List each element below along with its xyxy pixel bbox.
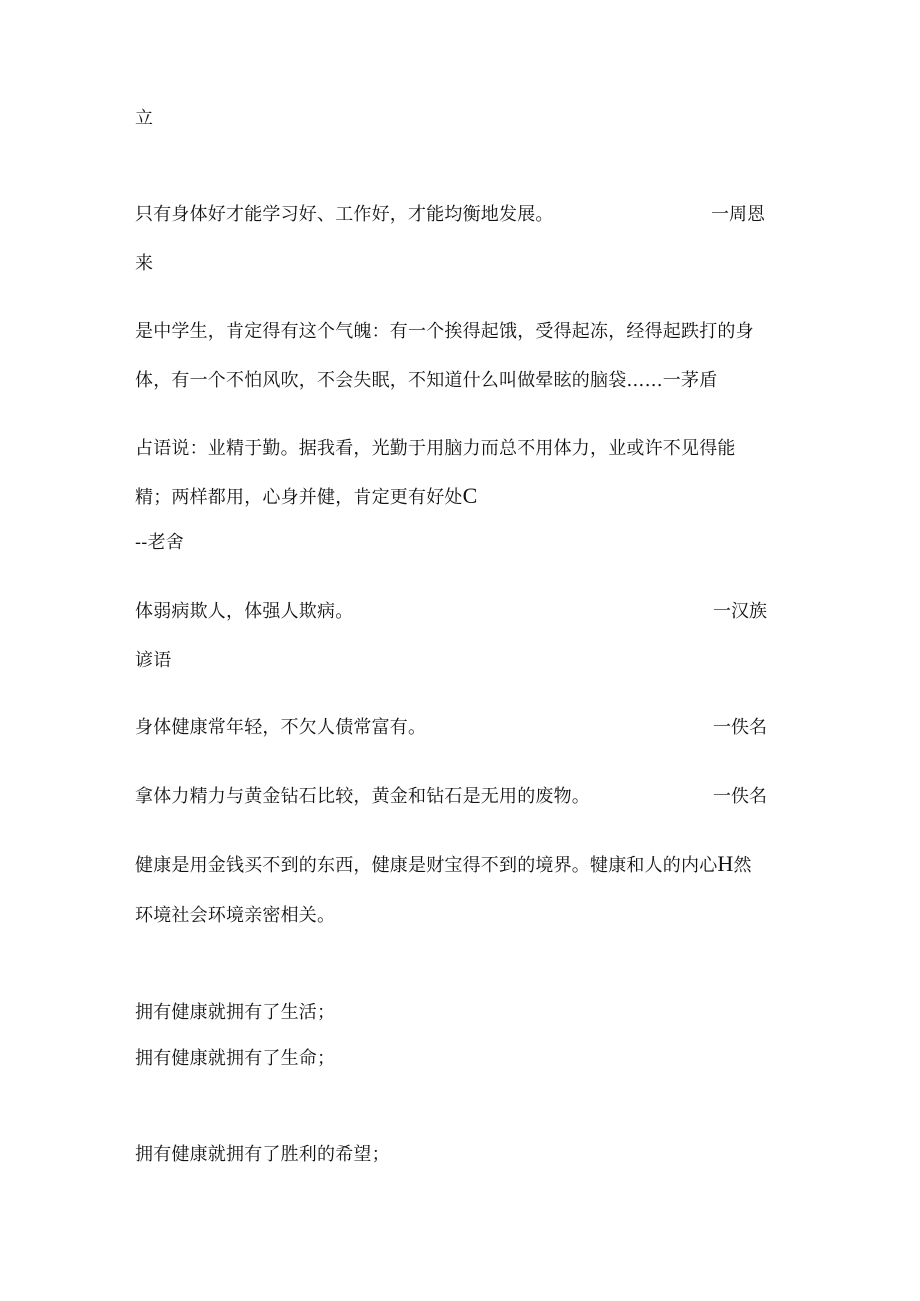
text-span: 然 <box>733 855 752 876</box>
health-paragraph-continued: 环境社会环境亲密相关。 <box>135 905 336 926</box>
list-item: 拥有健康就拥有了胜利的希望； <box>135 1144 390 1165</box>
list-item: 拥有健康就拥有了生命； <box>135 1048 336 1069</box>
quote-lao-she-continued <box>135 484 477 510</box>
text-line: 立 <box>135 108 154 129</box>
proverb: 体弱病欺人，体强人欺病。 <box>135 601 354 622</box>
attribution-continued: 来 <box>135 253 154 274</box>
attribution: 一佚名 <box>713 786 767 807</box>
quote-lao-she: 占语说：业精于勤。据我看，光勤于用脑力而总不用体力，业或许不见得能 <box>135 438 736 459</box>
text-span: H <box>717 851 734 876</box>
health-paragraph <box>135 852 752 878</box>
attribution: 一佚名 <box>713 717 767 738</box>
quote-mao-dun-continued: 体，有一个不怕风吹，不会失眠，不知道什么叫做晕眩的脑袋……一茅盾 <box>135 370 718 391</box>
text-span: 健康是用金钱买不到的东西，健康是财宝得不到的境界。犍康和人的内心 <box>135 855 718 876</box>
quote-anonymous: 拿体力精力与黄金钻石比较，黄金和钻石是无用的废物。 <box>135 786 590 807</box>
quote-anonymous: 身体健康常年轻，不欠人债常富有。 <box>135 717 427 738</box>
attribution: 一周恩 <box>711 204 765 225</box>
quote-mao-dun: 是中学生，肯定得有这个气魄：有一个挨得起饿，受得起冻，经得起跌打的身 <box>135 321 754 342</box>
list-item: 拥有健康就拥有了生活； <box>135 1002 336 1023</box>
quote-zhou-enlai: 只有身体好才能学习好、工作好，才能均衡地发展。 <box>135 204 554 225</box>
attribution-continued: 谚语 <box>135 650 172 671</box>
attribution: --老舍 <box>135 532 184 553</box>
text-span: 精；两样都用，心身并健，肯定更有好处 <box>135 487 463 508</box>
attribution: 一汉族 <box>713 601 767 622</box>
text-span: C <box>462 483 478 508</box>
